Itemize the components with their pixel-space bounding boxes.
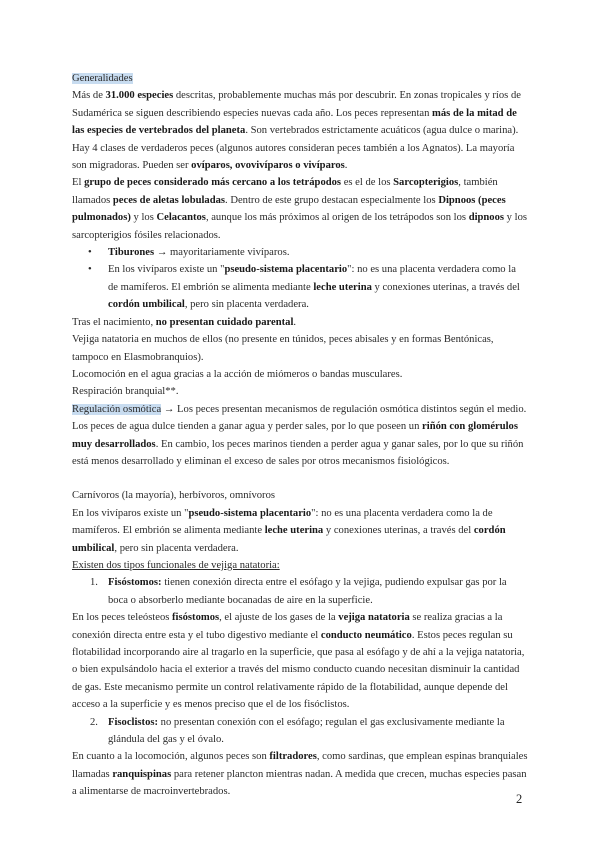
numbered-item: 1. Fisóstomos: tienen conexión directa entre el esófago y la vejiga, pudiendo expulsar gas por la boca o absorberlo mediante bocanadas de aire en la superficie. xyxy=(90,577,507,606)
bullet-item: • En los vivíparos existe un "pseudo-sistema placentario": no es una placenta verdadera como la de mamíferos. El embrión se alimenta mediante leche uterina y conexiones uterinas, a través del cordón umbilical, pero sin placenta verdadera. xyxy=(72,261,528,313)
paragraph-parental-care: Tras el nacimiento, no presentan cuidado parental. xyxy=(72,316,297,328)
document-body xyxy=(72,70,528,801)
paragraph-species: Más de 31.000 especies descritas, probablemente muchas más por descubrir. En zonas tropicales y ríos de Sudamérica se siguen describiendo especies nuevas cada año. Los peces representan más de la mitad de las especies de vertebrados del planeta. Son vertebrados estrictamente acuáticos (agua dulce o marina). xyxy=(72,90,521,137)
paragraph-respiration: Respiración branquial**. xyxy=(72,386,179,398)
paragraph-classes: Hay 4 clases de verdaderos peces (algunos autores consideran peces también a los Agnatos). La mayoría son migradoras. Pueden ser ovíparos, ovovivíparos o vivíparos. xyxy=(72,142,515,172)
numbered-item: 2. Fisoclistos: no presentan conexión con el esófago; regulan el gas exclusivamente mediante la glándula del gas y el óvalo. xyxy=(90,716,505,746)
paragraph-swim-bladder: Vejiga natatoria en muchos de ellos (no presente en túnidos, peces abisales y en formas Bentónicas, tampoco en Elasmobranquios). xyxy=(72,334,494,363)
heading-generalidades: Generalidades xyxy=(72,73,133,84)
paragraph-filter-feeders: En cuanto a la locomoción, algunos peces son filtradores, como sardinas, que emplean espinas branquiales llamadas ranquispinas para retener plancton mientras nadan. A medida que crecen, muchas especies pasan a alimentarse de macroinvertebrados. xyxy=(72,751,528,798)
bullet-item: • Tiburones → mayoritariamente vivíparos. xyxy=(72,244,528,261)
page-number: 2 xyxy=(516,792,523,806)
spacer xyxy=(72,470,528,487)
paragraph-osmoregulation: Regulación osmótica → Los peces presentan mecanismos de regulación osmótica distintos según el medio. Los peces de agua dulce tienden a ganar agua y perder sales, por lo que poseen un riñón con glomérulos muy desarrollados. En cambio, los peces marinos tienden a perder agua y ganar sales, por lo que su riñón está menos desarrollado y eliminan el exceso de sales por otros mecanismos fisiológicos. xyxy=(72,403,527,467)
paragraph-viviparous: En los vivíparos existe un "pseudo-sistema placentario": no es una placenta verdadera como la de mamíferos. El embrión se alimenta mediante leche uterina y conexiones uterinas, a través del cordón umbilical, pero sin placenta verdadera. xyxy=(72,507,506,554)
paragraph-bladder-types: Existen dos tipos funcionales de vejiga natatoria: xyxy=(72,559,280,571)
paragraph-sarcopterigios: El grupo de peces considerado más cercano a los tetrápodos es el de los Sarcopterigios, también llamados peces de aletas lobuladas. Dentro de este grupo destacan especialmente los Dipnoos (peces pulmonados) y los Celacantos, aunque los más próximos al origen de los tetrápodos son los dipnoos y los sarcopterigios fósiles relacionados. xyxy=(72,177,527,241)
paragraph-locomotion: Locomoción en el agua gracias a la acción de miómeros o bandas musculares. xyxy=(72,368,403,380)
paragraph-diet: Carnívoros (la mayoría), herbívoros, omnívoros xyxy=(72,490,276,502)
paragraph-fisostomos: En los peces teleósteos fisóstomos, el ajuste de los gases de la vejiga natatoria se realiza gracias a la conexión directa entre esta y el tubo digestivo mediante el conducto neumático. Estos peces regulan su flotabilidad incorporando aire al tragarlo en la superficie, que pasa al esófago y de ahí a la vejiga natatoria, o bien expulsándolo hacia el exterior a través del mismo conducto cuando necesitan disminuir la cantidad de gas. Este mecanismo permite un control relativamente rápido de la flotabilidad, aunque depende del acceso a la superficie y es menos preciso que el de los fisóclistos. xyxy=(72,612,525,711)
